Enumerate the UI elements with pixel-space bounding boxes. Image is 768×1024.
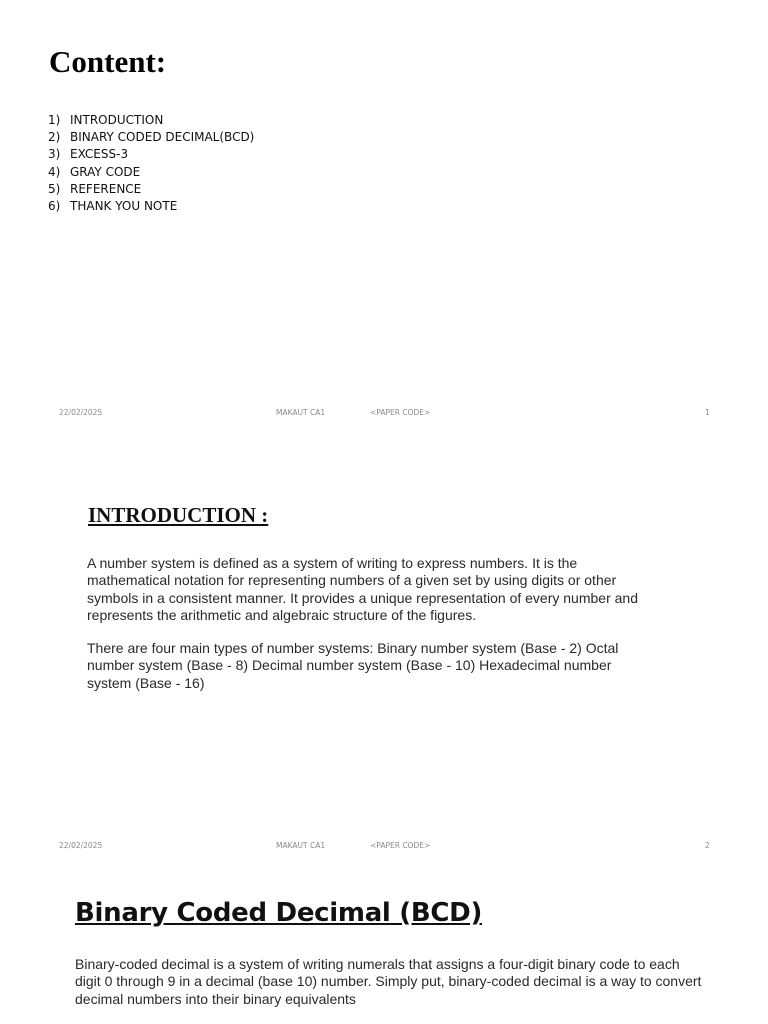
toc-item [48,198,254,215]
toc-label: THANK YOU NOTE [70,198,178,213]
toc-label: REFERENCE [70,181,142,196]
toc-number: 6) [48,198,61,213]
footer-date: 22/02/2025 [59,408,103,417]
toc-item [48,146,254,163]
toc-item [48,129,254,146]
footer-course: MAKAUT CA1 [276,841,326,850]
toc-label: BINARY CODED DECIMAL(BCD) [70,130,255,145]
introduction-heading: INTRODUCTION : [88,503,269,527]
bcd-paragraph: Binary-coded decimal is a system of writing numerals that assigns a four-digit binary code to each digit 0 through 9 in a decimal (base 10) number. Simply put, binary-coded decimal is a way to convert decimal numbers into their binary equivalents [75,956,702,1007]
footer-paper-code: <PAPER CODE> [370,841,431,850]
toc-number: 1) [48,113,61,127]
footer-course: MAKAUT CA1 [276,408,326,417]
footer-date: 22/02/2025 [59,841,103,850]
toc-number: 5) [48,181,61,196]
intro-paragraph-1: A number system is defined as a system of writing to express numbers. It is the mathematical notation for representing numbers of a given set by using digits or other symbols in a consistent manner. It provides a unique representation of every number and represents the arithmetic and algebraic structure of the figures. [87,555,638,623]
footer-page-number: 1 [705,408,710,417]
toc-number: 2) [48,130,61,145]
toc-label: GRAY CODE [70,164,141,179]
bcd-heading: Binary Coded Decimal (BCD) [75,898,483,928]
intro-paragraph-2: There are four main types of number systems: Binary number system (Base - 2) Octal number system (Base - 8) Decimal number system (Base - 10) Hexadecimal number system (Base - 16) [87,640,619,691]
content-heading: Content: [49,44,167,79]
footer-page-number: 2 [705,841,710,850]
footer-paper-code: <PAPER CODE> [370,408,431,417]
toc-number: 4) [48,164,61,179]
table-of-contents [48,112,254,215]
toc-item [48,112,254,129]
toc-item [48,181,254,198]
toc-number: 3) [48,147,61,162]
toc-label: EXCESS-3 [70,147,129,162]
toc-label: INTRODUCTION [70,113,164,127]
toc-item [48,164,254,181]
